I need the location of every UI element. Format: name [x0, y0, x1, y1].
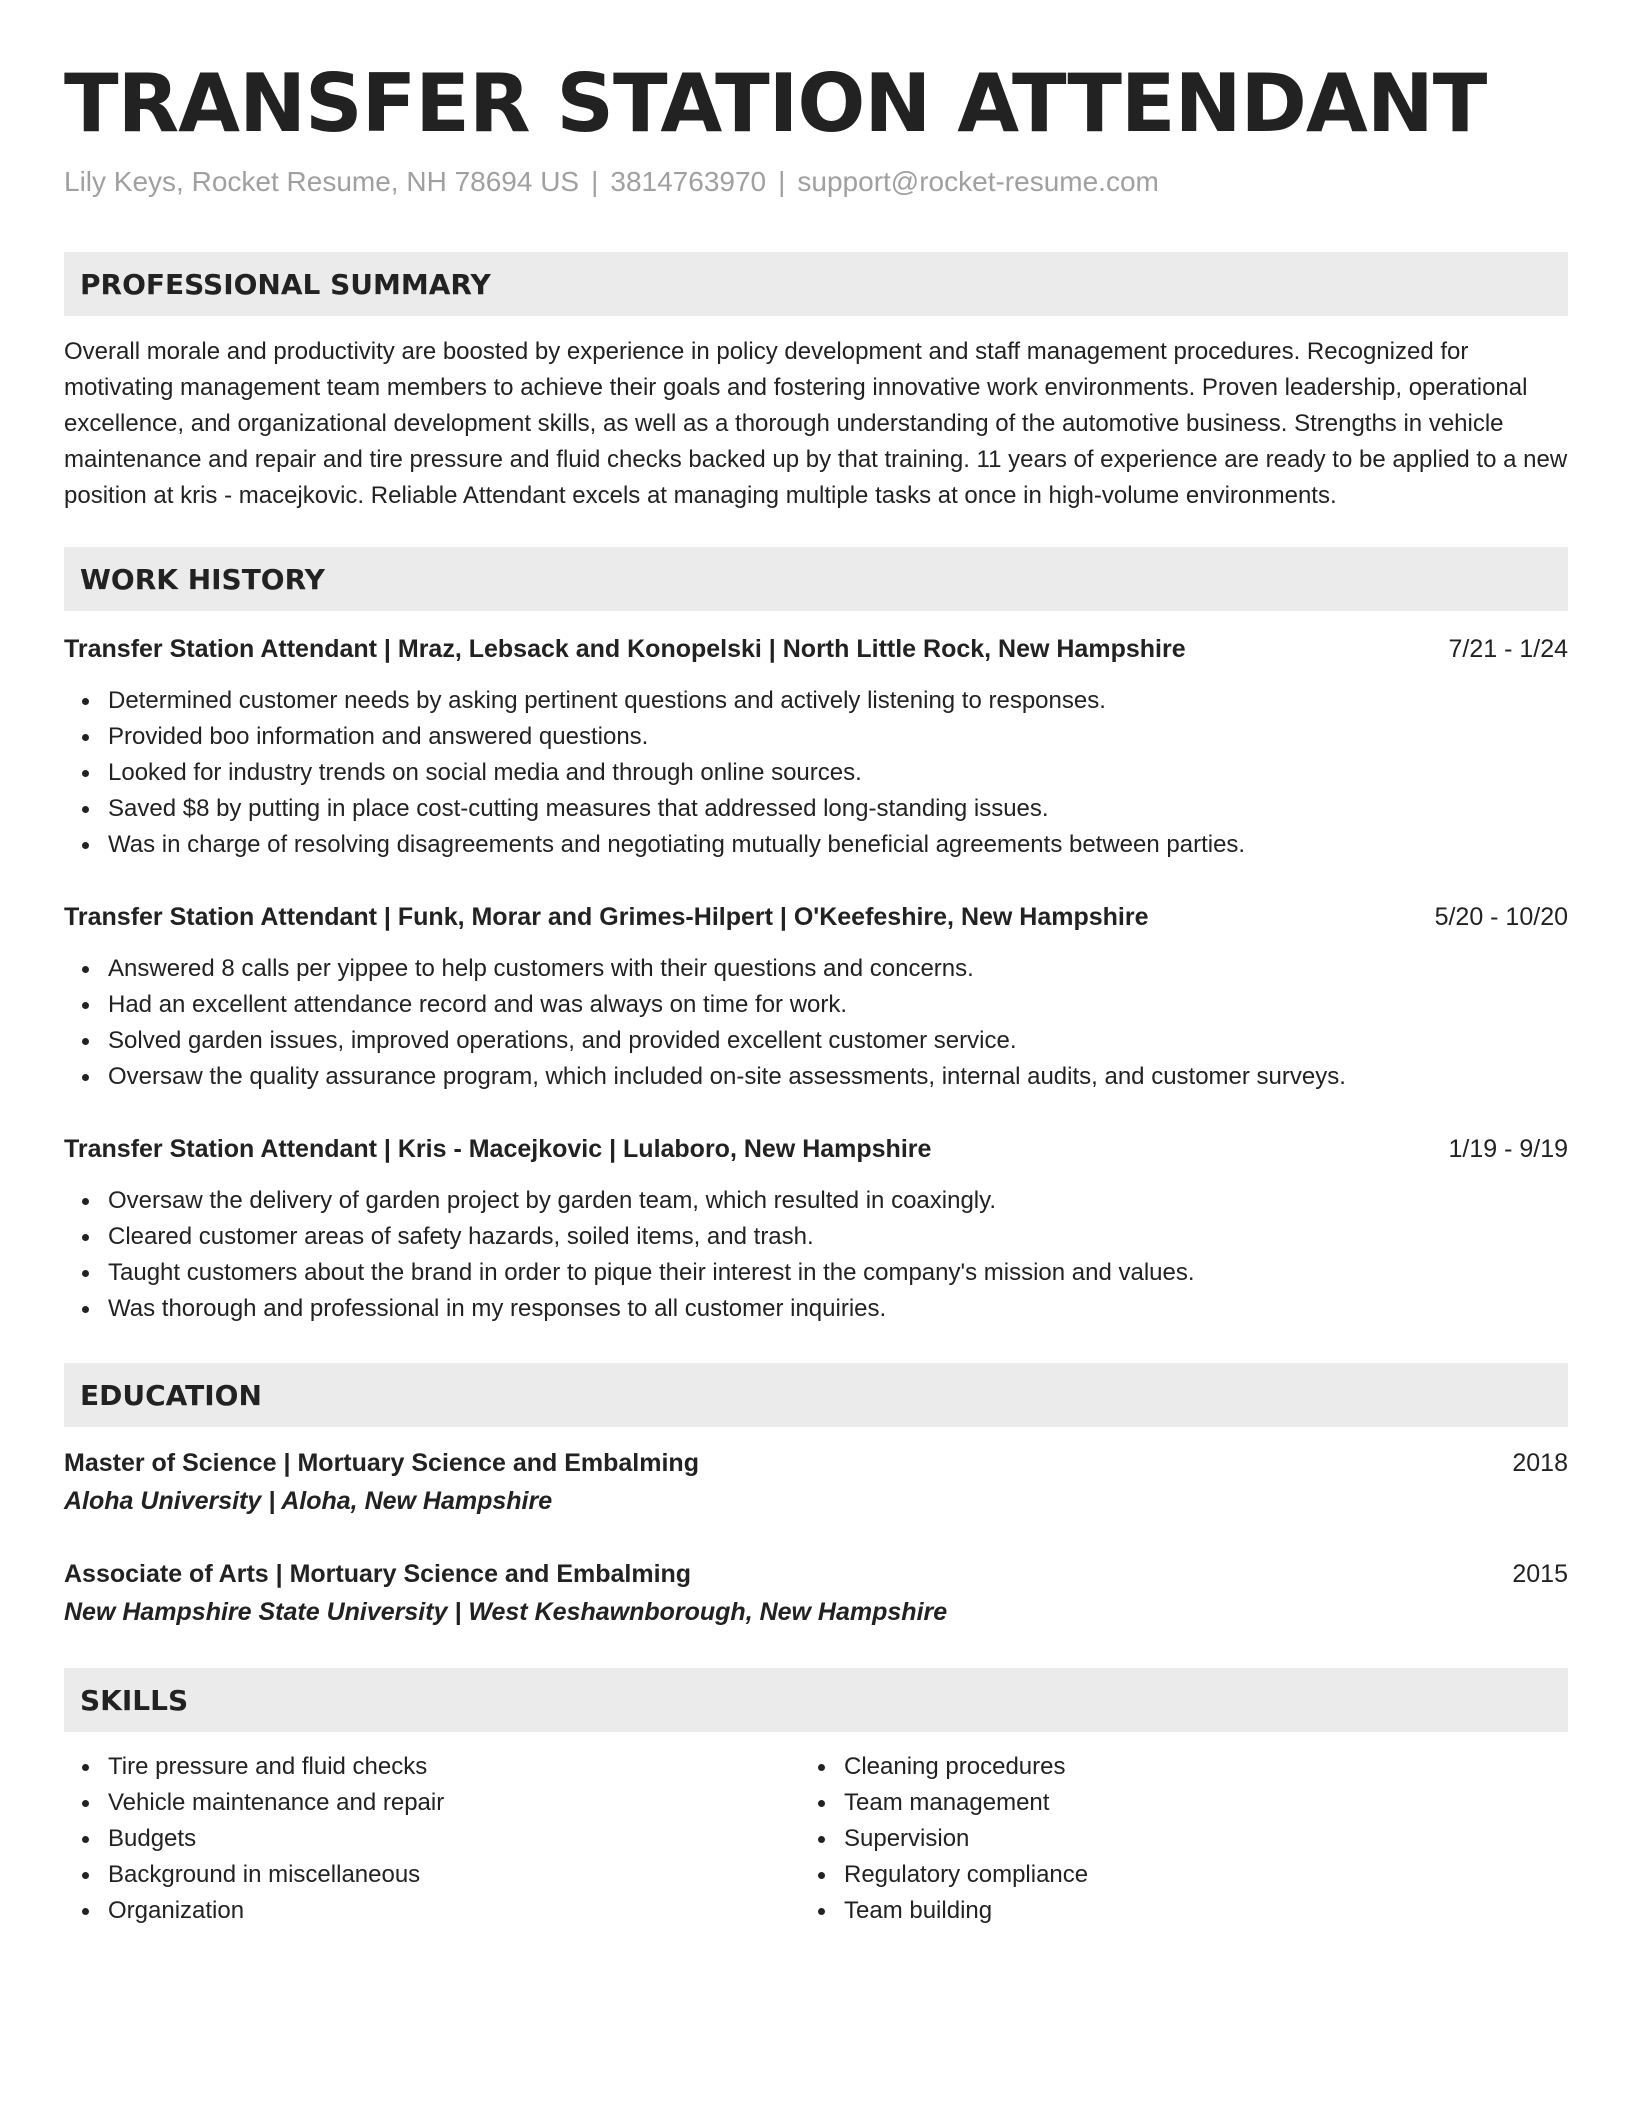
- job-dates: 7/21 - 1/24: [1448, 635, 1568, 663]
- job-header: [64, 1131, 1568, 1167]
- skill-item: Background in miscellaneous: [108, 1857, 800, 1893]
- job-bullet: Looked for industry trends on social media and through online sources.: [108, 755, 1568, 791]
- job-entry: [64, 631, 1568, 863]
- job-bullet: Determined customer needs by asking pertinent questions and actively listening to responses.: [108, 683, 1568, 719]
- candidate-title: TRANSFER STATION ATTENDANT: [64, 57, 1487, 150]
- skill-item: Tire pressure and fluid checks: [108, 1749, 800, 1785]
- job-dates: 5/20 - 10/20: [1434, 903, 1568, 931]
- contact-separator: |: [778, 166, 786, 197]
- education-header: [64, 1556, 1568, 1592]
- skill-item: Budgets: [108, 1821, 800, 1857]
- job-entry: [64, 1131, 1568, 1327]
- education-school: New Hampshire State University | West Keshawnborough, New Hampshire: [64, 1598, 948, 1626]
- job-bullet: Answered 8 calls per yippee to help customers with their questions and concerns.: [108, 951, 1568, 987]
- skill-item: Team building: [844, 1893, 1568, 1929]
- job-bullet: Provided boo information and answered questions.: [108, 719, 1568, 755]
- job-bullet: Taught customers about the brand in order to pique their interest in the company's mission and values.: [108, 1255, 1568, 1291]
- contact-separator: |: [591, 166, 599, 197]
- education-year: 2018: [1512, 1449, 1568, 1477]
- job-entry: [64, 899, 1568, 1095]
- job-bullet: Solved garden issues, improved operations, and provided excellent customer service.: [108, 1023, 1568, 1059]
- education-header: [64, 1445, 1568, 1481]
- education-degree: Master of Science | Mortuary Science and Embalming: [64, 1449, 699, 1477]
- job-header: [64, 631, 1568, 667]
- job-header: [64, 899, 1568, 935]
- skill-item: Team management: [844, 1785, 1568, 1821]
- education-year: 2015: [1512, 1560, 1568, 1588]
- job-bullet: Saved $8 by putting in place cost-cutting measures that addressed long-standing issues.: [108, 791, 1568, 827]
- skills-grid: [64, 1749, 1568, 1929]
- job-bullet: Oversaw the quality assurance program, which included on-site assessments, internal audits, and customer surveys.: [108, 1059, 1568, 1095]
- summary-text: Overall morale and productivity are boosted by experience in policy development and staff management procedures. Recognized for motivating management team members to achieve their goals and fostering innovative work environments. Proven leadership, operational excellence, and organizational development skills, as well as a thorough understanding of the automotive business. Strengths in vehicle maintenance and repair and tire pressure and fluid checks backed up by that training. 11 years of experience are ready to be applied to a new position at kris - macejkovic. Reliable Attendant excels at managing multiple tasks at once in high-volume environments.: [64, 338, 1568, 509]
- contact-phone: 3814763970: [610, 166, 767, 197]
- skills-column-right: [800, 1749, 1568, 1929]
- job-bullets: [64, 683, 1568, 863]
- section-header-education: EDUCATION: [64, 1363, 1568, 1427]
- job-bullets: [64, 1183, 1568, 1327]
- job-title: Transfer Station Attendant | Kris - Macejkovic | Lulaboro, New Hampshire: [64, 1135, 932, 1163]
- job-bullet: Had an excellent attendance record and was always on time for work.: [108, 987, 1568, 1023]
- education-entry: [64, 1556, 1568, 1630]
- skill-item: Regulatory compliance: [844, 1857, 1568, 1893]
- education-degree: Associate of Arts | Mortuary Science and Embalming: [64, 1560, 692, 1588]
- contact-address: Lily Keys, Rocket Resume, NH 78694 US: [64, 166, 580, 197]
- contact-email: support@rocket-resume.com: [797, 166, 1159, 197]
- education-school: Aloha University | Aloha, New Hampshire: [64, 1487, 553, 1515]
- education-entry: [64, 1445, 1568, 1519]
- skill-item: Vehicle maintenance and repair: [108, 1785, 800, 1821]
- job-dates: 1/19 - 9/19: [1448, 1135, 1568, 1163]
- skills-column-left: [64, 1749, 800, 1929]
- job-bullet: Cleared customer areas of safety hazards, soiled items, and trash.: [108, 1219, 1568, 1255]
- job-bullet: Was in charge of resolving disagreements and negotiating mutually beneficial agreements between parties.: [108, 827, 1568, 863]
- job-bullet: Oversaw the delivery of garden project by garden team, which resulted in coaxingly.: [108, 1183, 1568, 1219]
- skill-item: Supervision: [844, 1821, 1568, 1857]
- section-header-work-history: WORK HISTORY: [64, 547, 1568, 611]
- skills-list: [64, 1749, 800, 1929]
- job-bullet: Was thorough and professional in my responses to all customer inquiries.: [108, 1291, 1568, 1327]
- contact-line: [64, 164, 1568, 200]
- section-header-skills: SKILLS: [64, 1668, 1568, 1732]
- skill-item: Cleaning procedures: [844, 1749, 1568, 1785]
- job-title: Transfer Station Attendant | Mraz, Lebsack and Konopelski | North Little Rock, New Hampshire: [64, 635, 1186, 663]
- section-header-summary: PROFESSIONAL SUMMARY: [64, 252, 1568, 316]
- skill-item: Organization: [108, 1893, 800, 1929]
- job-bullets: [64, 951, 1568, 1095]
- skills-list: [800, 1749, 1568, 1929]
- job-title: Transfer Station Attendant | Funk, Morar and Grimes-Hilpert | O'Keefeshire, New Hampshire: [64, 903, 1149, 931]
